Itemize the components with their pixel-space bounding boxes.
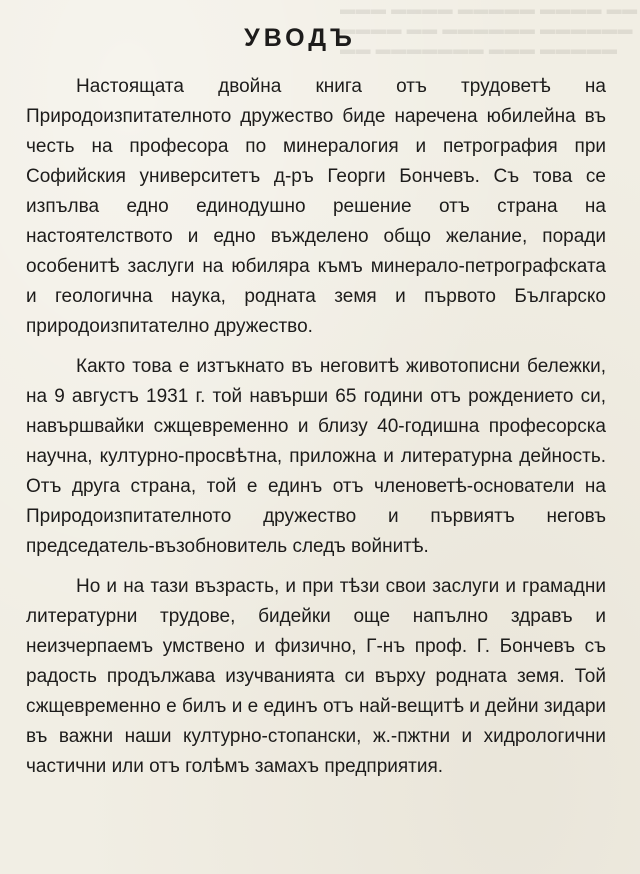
body-text — [26, 72, 606, 782]
bleed-through-texture: ▬▬▬ ▬▬▬▬ ▬▬▬▬▬ ▬▬▬▬ ▬▬ ▬▬▬▬ ▬▬ ▬▬▬▬▬▬ ▬▬▬▬▬▬ ▬▬ ▬▬▬▬▬▬▬ ▬▬▬ ▬▬▬▬▬ — [340, 1, 638, 58]
paragraph-3: Но и на тази възрасть, и при тѣзи свои заслуги и грамадни литературни трудове, бидейки още напълно здравъ и неизчерпаемъ умствено и физично, Г-нъ проф. Г. Бончевъ съ радость продължава изучванията си върху родната земя. Той сжщевременно е билъ и е единъ отъ най-вещитѣ и дейни зидари въ важни наши културно-стопански, ж.-пжтни и хидрологични частични или отъ голѣмъ замахъ предприятия. — [26, 576, 606, 777]
paragraph-1: Настоящата двойна книга отъ трудоветѣ на Природоизпитателното дружество биде наречена юбилейна въ честь на професора по минералогия и петрография при Софийския университетъ д-ръ Георги Бончевъ. Съ това се изпълва едно единодушно решение отъ страна на настоятелството и едно въжделено общо желание, поради особенитѣ заслуги на юбиляра къмъ минерало-петрографската и геологична наука, родната земя и първото Българско природоизпитателно дружество. — [26, 76, 606, 337]
paragraph-2: Както това е изтъкнато въ неговитѣ животописни бележки, на 9 августъ 1931 г. той навърши 65 години отъ рождението си, навършвайки сжщевременно и близу 40-годишна професорска научна, културно-просвѣтна, приложна и литературна дейность. Отъ друга страна, той е единъ отъ членоветѣ-основатели на Природоизпитателното дружество и първиятъ неговъ председатель-възобновитель следъ войнитѣ. — [26, 356, 606, 557]
page-title: УВОДЪ — [244, 24, 356, 52]
